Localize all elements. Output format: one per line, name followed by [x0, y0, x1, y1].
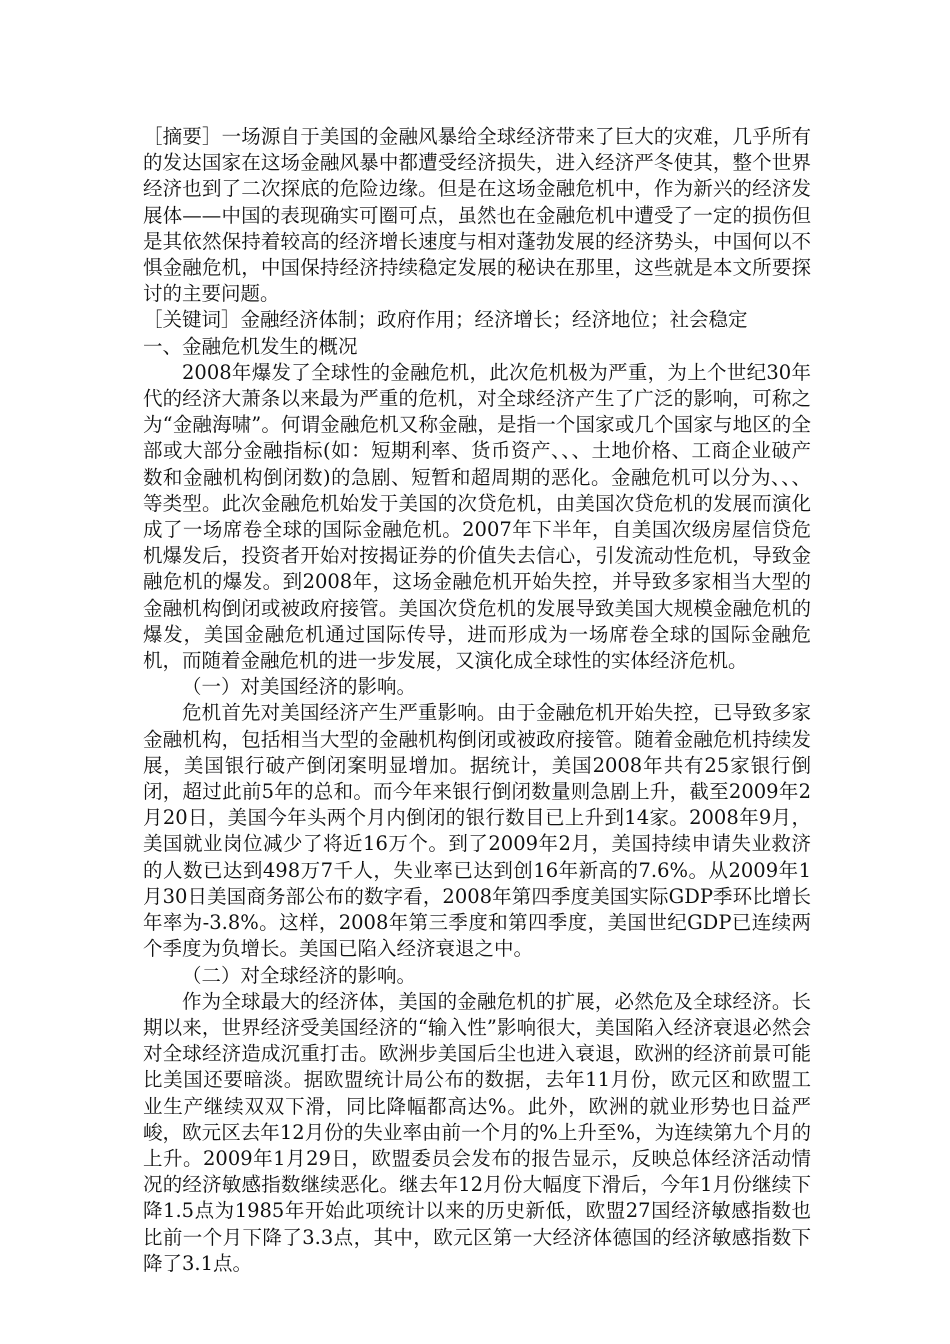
- keywords-line: ［关键词］金融经济体制；政府作用；经济增长；经济地位；社会稳定: [143, 308, 748, 332]
- document-body: [143, 124, 811, 1277]
- section-heading: 一、金融危机发生的概况: [143, 334, 358, 358]
- abstract-paragraph: ［摘要］一场源自于美国的金融风暴给全球经济带来了巨大的灾难，几乎所有的发达国家在这场金融风暴中都遭受经济损失，进入经济严冬使其，整个世界经济也到了二次探底的危险边缘。但是在这场金融危机中，作为新兴的经济发展体——中国的表现确实可圈可点，虽然也在金融危机中遭受了一定的损伤但是其依然保持着较高的经济增长速度与相对蓬勃发展的经济势头，中国何以不惧金融危机，中国保持经济持续稳定发展的秘诀在那里，这些就是本文所要探讨的主要问题。: [143, 125, 811, 306]
- subsection-heading-global: （二）对全球经济的影响。: [182, 963, 417, 987]
- subsection-paragraph-us: 危机首先对美国经济产生严重影响。由于金融危机开始失控，已导致多家金融机构，包括相当大型的金融机构倒闭或被政府接管。随着金融危机持续发展，美国银行破产倒闭案明显增加。据统计，美国2008年共有25家银行倒闭，超过此前5年的总和。而今年来银行倒闭数量则急剧上升，截至2009年2月20日，美国今年头两个月内倒闭的银行数目已上升到14家。2008年9月，美国就业岗位减少了将近16万个。到了2009年2月，美国持续申请失业救济的人数已达到498万7千人，失业率已达到创16年新高的7.6%。从2009年1月30日美国商务部公布的数字看，2008年第四季度美国实际GDP季环比增长年率为-3.8%。这样，2008年第三季度和第四季度，美国世纪GDP已连续两个季度为负增长。美国已陷入经济衰退之中。: [143, 701, 811, 961]
- section-paragraph: 2008年爆发了全球性的金融危机，此次危机极为严重，为上个世纪30年代的经济大萧条以来最为严重的危机，对全球经济产生了广泛的影响，可称之为“金融海啸”。何谓金融危机又称金融，是指一个国家或几个国家与地区的全部或大部分金融指标(如：短期利率、货币资产、、、土地价格、工商企业破产数和金融机构倒闭数)的急剧、短暂和超周期的恶化。金融危机可以分为、、、等类型。此次金融危机始发于美国的次贷危机，由美国次贷危机的发展而演化成了一场席卷全球的国际金融危机。2007年下半年，自美国次级房屋信贷危机爆发后，投资者开始对按揭证券的价值失去信心，引发流动性危机，导致金融危机的爆发。到2008年，这场金融危机开始失控，并导致多家相当大型的金融机构倒闭或被政府接管。美国次贷危机的发展导致美国大规模金融危机的爆发，美国金融危机通过国际传导，进而形成为一场席卷全球的国际金融危机，而随着金融危机的进一步发展，又演化成全球性的实体经济危机。: [143, 360, 811, 673]
- subsection-heading-us: （一）对美国经济的影响。: [182, 675, 417, 699]
- subsection-paragraph-global: 作为全球最大的经济体，美国的金融危机的扩展，必然危及全球经济。长期以来，世界经济受美国经济的“输入性”影响很大，美国陷入经济衰退必然会对全球经济造成沉重打击。欧洲步美国后尘也进入衰退，欧洲的经济前景可能比美国还要暗淡。据欧盟统计局公布的数据，去年11月份，欧元区和欧盟工业生产继续双双下滑，同比降幅都高达%。此外，欧洲的就业形势也日益严峻，欧元区去年12月份的失业率由前一个月的%上升至%，为连续第九个月的上升。2009年1月29日，欧盟委员会发布的报告显示，反映总体经济活动情况的经济敏感指数继续恶化。继去年12月份大幅度下滑后，今年1月份继续下降1.5点为1985年开始此项统计以来的历史新低，欧盟27国经济敏感指数也比前一个月下降了3.3点，其中，欧元区第一大经济体德国的经济敏感指数下降了3.1点。: [143, 989, 811, 1275]
